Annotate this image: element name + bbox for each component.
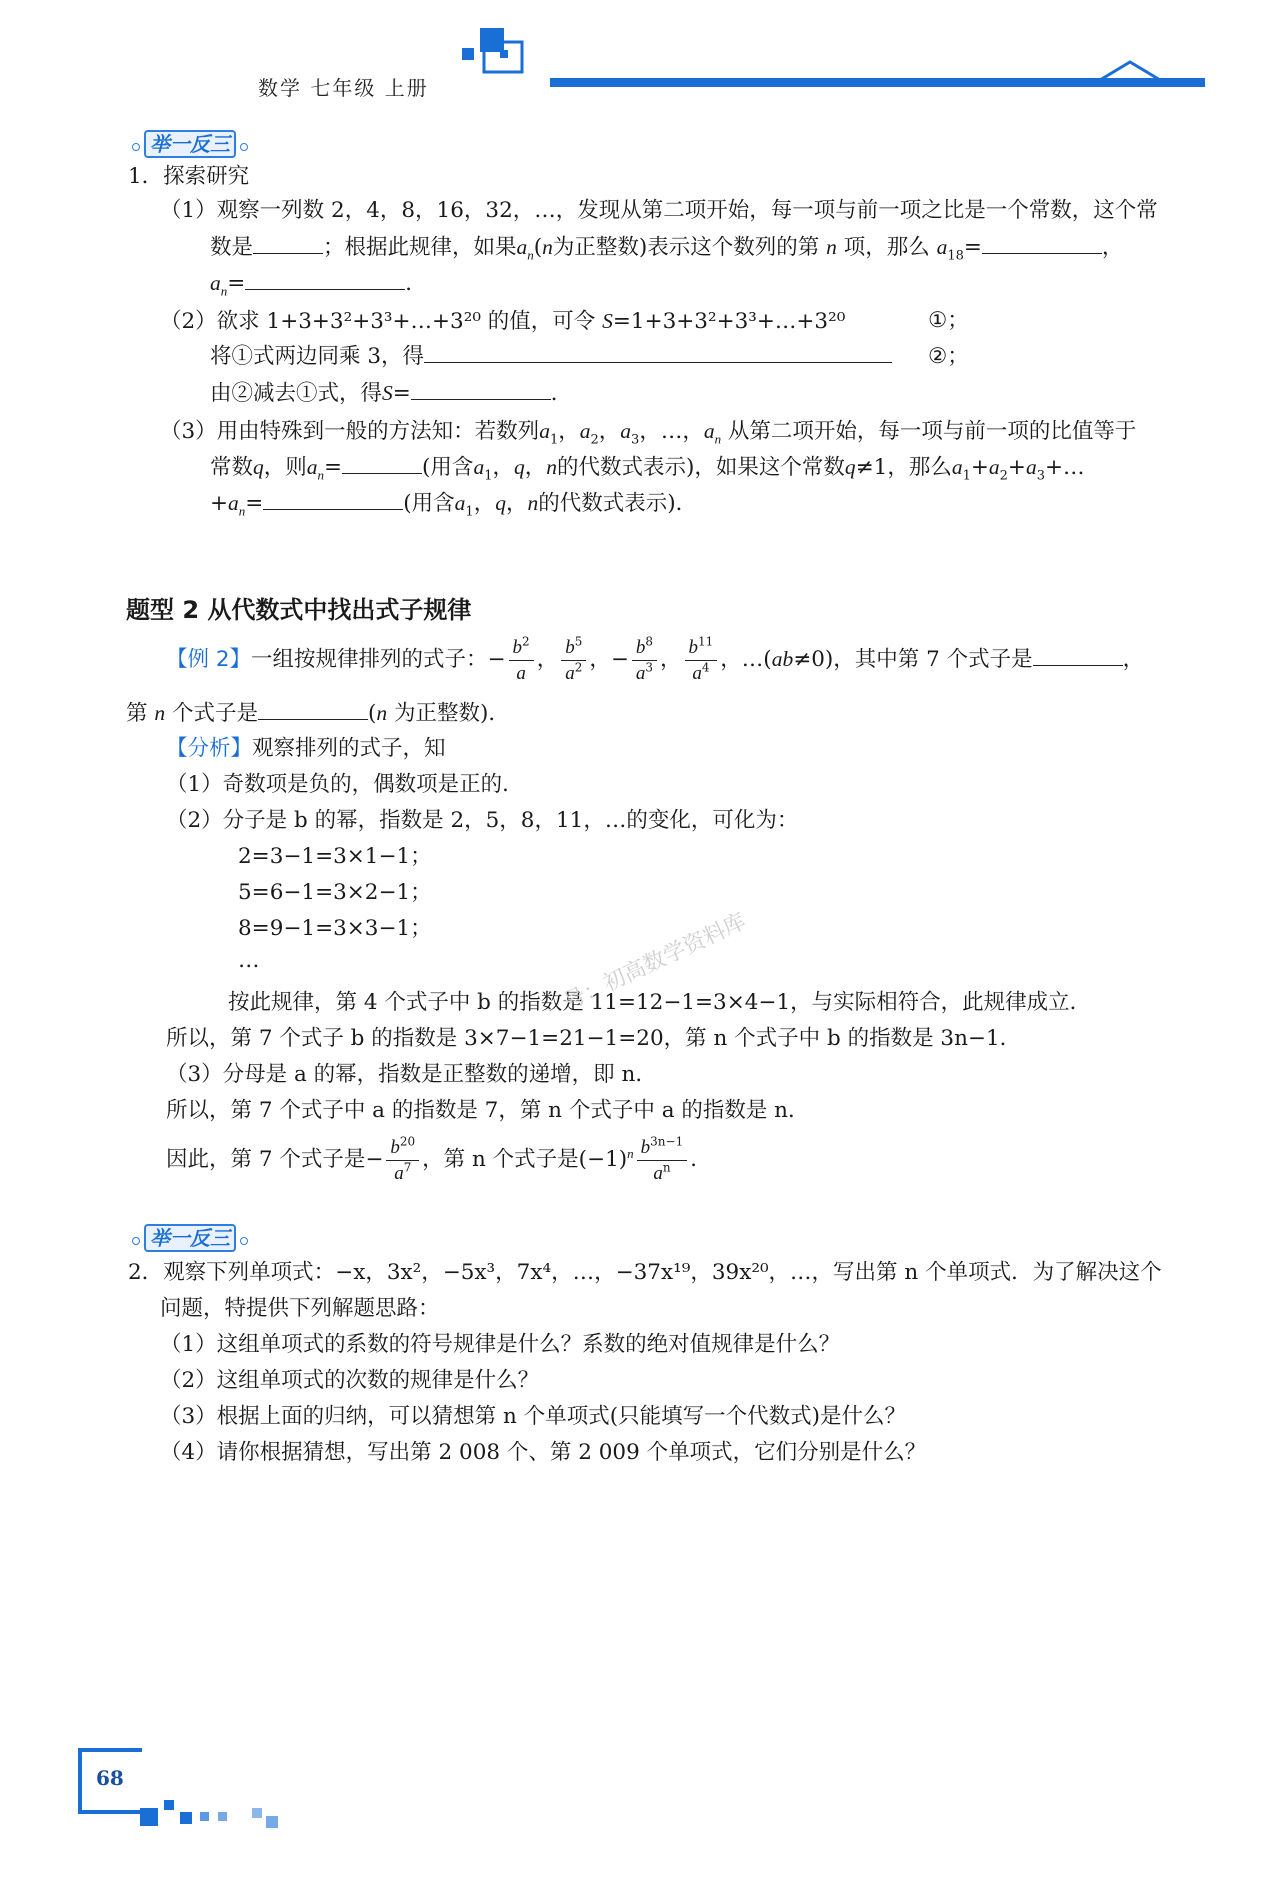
answer-blank[interactable] [263,489,403,510]
q1-title: 1．探索研究 [128,164,250,189]
practice-badge-1 [128,128,252,157]
header-bar [550,78,1205,87]
badge-dot [132,143,140,151]
section-heading: 题型 2 从代数式中找出式子规律 [126,596,472,624]
analysis-eq3: 8=9−1=3×3−1； [238,916,432,941]
badge-text: 举一反三 [144,1224,236,1252]
q1-p3-line1: （3）用由特殊到一般的方法知：若数列$a_1$，$a_2$，$a_3$，…，$a_n$ 从第二项开始，每一项与前一项的比值等于 [160,419,1137,448]
header-title: 数学 七年级 上册 [258,76,429,100]
analysis-conclusion: 因此，第 7 个式子是− $\frac{b^{20}}{a^7}$ ，第 n 个式子是$(-1)^n$ $\frac{b^{3n-1}}{a^n}$ ． [166,1134,712,1184]
badge-dot [240,1237,248,1245]
fraction: $\frac{b^8}{a^3}$ [632,635,657,686]
q1-p3-line2: 常数q，则$a_n=$ (用含$a_1$，q，n的代数式表示)，如果这个常数q≠1，那么$a_1+a_2+a_3+\dots$ [210,455,1085,484]
answer-blank[interactable] [424,342,892,363]
fraction: $\frac{b^{3n-1}}{a^n}$ [637,1135,688,1186]
footer-square [200,1812,209,1821]
q1-p2-line1: （2）欲求 1+3+3²+3³+…+3²⁰ 的值，可令 S=1+3+3²+3³+…+3²⁰ [160,309,846,334]
fraction: $\frac{b^{11}}{a^4}$ [685,635,718,686]
q1-p1-line3: $a_n=$ ． [210,271,427,299]
example2-line1: 【例 2】一组按规律排列的式子：− $\frac{b^2}{a}$ ， $\frac{b^5}{a^2}$ ，− $\frac{b^8}{a^3}$ ， $\frac{b^{11}}{a^4}$ ，…(ab≠0)，其中第 7 个式子是 ， [166,634,1145,684]
answer-blank[interactable] [342,453,422,474]
fraction: $\frac{b^5}{a^2}$ [561,635,586,686]
fraction: $\frac{b^2}{a}$ [509,635,534,686]
answer-blank[interactable] [411,379,551,400]
footer-square [252,1808,262,1818]
page-number: 68 [96,1766,124,1790]
footer-square [140,1808,158,1826]
analysis-ellipsis: … [238,948,260,973]
q2-line2: 问题，特提供下列解题思路： [160,1296,440,1321]
badge-dot [132,1237,140,1245]
answer-blank[interactable] [253,233,323,254]
header-peak [1100,62,1160,80]
example-tag: 【例 2】 [166,647,252,672]
fraction: $\frac{b^{20}}{a^7}$ [386,1135,419,1186]
practice-badge-2 [128,1222,252,1251]
analysis-intro: 【分析】观察排列的式子，知 [166,736,446,761]
badge-text: 举一反三 [144,130,236,158]
q1-p1-line2: 数是 ；根据此规律，如果$a_n(n$为正整数)表示这个数列的第 n 项，那么 $a_{18}=$ ， [210,235,1124,264]
q2-line3: （1）这组单项式的系数的符号规律是什么？系数的绝对值规律是什么？ [160,1332,841,1357]
q1-p3-line3: $+a_n=$ (用含$a_1$，q，n的代数式表示)． [210,491,698,520]
q2-line4: （2）这组单项式的次数的规律是什么？ [160,1368,540,1393]
analysis-step1: （1）奇数项是负的，偶数项是正的． [166,772,524,797]
analysis-step5: （3）分母是 a 的幂，指数是正整数的递增，即 n． [166,1062,657,1087]
analysis-eq1: 2=3−1=3×1−1； [238,844,432,869]
analysis-step3: 按此规律，第 4 个式子中 b 的指数是 11=12−1=3×4−1，与实际相符合，此规律成立． [228,990,1092,1015]
analysis-step2: （2）分子是 b 的幂，指数是 2，5，8，11，…的变化，可化为： [166,808,799,833]
example2-line2: 第 n 个式子是 (n 为正整数)． [126,701,510,726]
q2-line5: （3）根据上面的归纳，可以猜想第 n 个单项式(只能填写一个代数式)是什么？ [160,1404,906,1429]
eq-mark-1: ①； [928,308,969,333]
footer-square [218,1812,227,1821]
answer-blank[interactable] [982,233,1102,254]
analysis-eq2: 5=6−1=3×2−1； [238,880,432,905]
header-decoration [0,0,1280,110]
q2-line6: （4）请你根据猜想，写出第 2 008 个、第 2 009 个单项式，它们分别是什么？ [160,1440,927,1465]
watermark: 号：初高数学资料库 [559,909,750,1016]
q1-p2-line2: 将①式两边同乘 3，得 [210,342,892,372]
footer-square [266,1816,278,1828]
analysis-step6: 所以，第 7 个式子中 a 的指数是 7，第 n 个式子中 a 的指数是 n． [166,1098,810,1123]
header-square-4 [500,50,508,58]
answer-blank[interactable] [258,699,368,720]
answer-blank[interactable] [1033,645,1123,666]
q1-p2-line3: 由②减去①式，得S= ． [210,381,573,406]
answer-blank[interactable] [245,269,405,290]
badge-dot [240,143,248,151]
footer-square [164,1800,174,1810]
analysis-step4: 所以，第 7 个式子 b 的指数是 3×7−1=21−1=20，第 n 个式子中 b 的指数是 3n−1． [166,1026,1022,1051]
footer-square [180,1812,192,1824]
q1-p1-line1: （1）观察一列数 2，4，8，16，32，…，发现从第二项开始，每一项与前一项之比是一个常数，这个常 [160,198,1158,223]
analysis-tag: 【分析】 [166,736,253,761]
eq-mark-2: ②； [928,344,969,369]
header-square-3 [462,48,474,60]
q2-line1: 2．观察下列单项式：−x，3x²，−5x³，7x⁴，…，−37x¹⁹，39x²⁰，…，写出第 n 个单项式．为了解决这个 [128,1260,1162,1285]
